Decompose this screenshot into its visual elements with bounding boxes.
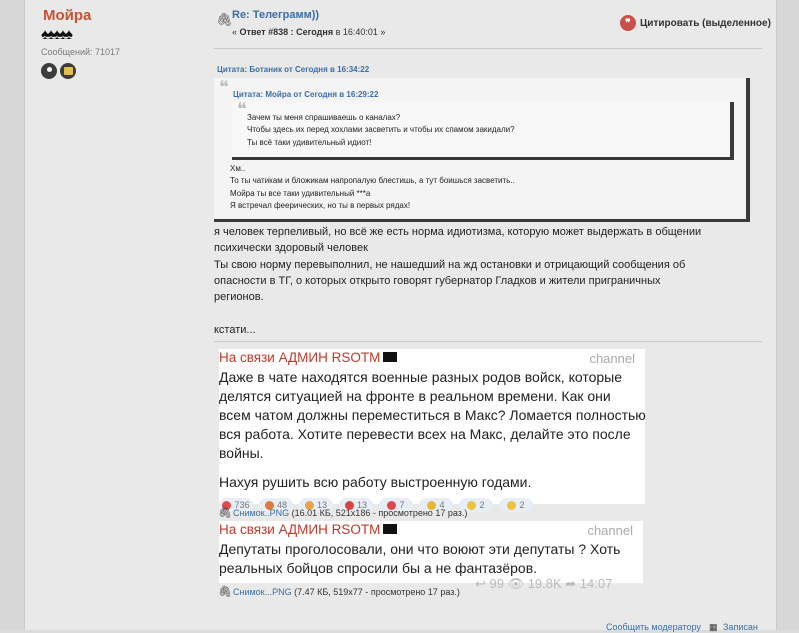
pirate-flag-icon bbox=[383, 352, 397, 362]
post-title[interactable]: Re: Телеграмм)) bbox=[232, 9, 320, 21]
image-sender: На связи АДМИН RSOTM bbox=[219, 522, 397, 537]
post-text-line: я человек терпеливый, но всё же есть норма идиотизма, которую может выдержать в общении bbox=[214, 226, 702, 238]
quote-outer-line: То ты чатикам и бложикам напропалую блестишь, а тут боишься засветить.. bbox=[230, 176, 515, 185]
divider bbox=[214, 48, 762, 49]
attachment-link[interactable]: Снимок..PNG bbox=[232, 508, 290, 518]
reaction-count: 13 bbox=[356, 500, 367, 510]
quote-outer-line: Хм.. bbox=[230, 164, 246, 173]
quote-button-label: Цитировать (выделенное) bbox=[640, 17, 771, 29]
image-line: войны. bbox=[219, 445, 264, 461]
quote-outer-line: Мойра ты все таки удивительный ***а bbox=[230, 189, 371, 198]
reaction-emoji-icon bbox=[467, 501, 476, 510]
image-line: Нахуя рушить всю работу выстроенную годами. bbox=[219, 474, 532, 490]
reaction-count: 2 bbox=[479, 500, 485, 510]
post-text-line: регионов. bbox=[214, 291, 264, 303]
reaction-emoji-icon bbox=[507, 501, 516, 510]
quote-mark-icon: ❝ bbox=[219, 77, 229, 98]
quote-header-outer[interactable]: Цитата: Ботаник от Сегодня в 16:34:22 bbox=[217, 65, 370, 74]
attachment-link[interactable]: Снимок...PNG bbox=[232, 587, 292, 597]
paperclip-icon: 🖇 bbox=[216, 12, 233, 27]
paperclip-icon: 🖇 bbox=[218, 507, 232, 519]
post-count: Сообщений: 71017 bbox=[41, 47, 121, 57]
rank-icons: ♠♠♠♠♠ bbox=[41, 26, 71, 43]
image-line: вся работа. Хотите перевести всех на Макс, делайте это после bbox=[219, 426, 631, 442]
quote-inner-line: Зачем ты меня спрашиваешь о каналах? bbox=[247, 113, 401, 122]
image-channel-label: channel bbox=[589, 351, 635, 366]
post-text-line: психически здоровый человек bbox=[214, 242, 368, 254]
log-icon: ▦ bbox=[709, 622, 718, 632]
image-line: Депутаты проголосовали, они что воюют эти депутаты ? Хоть bbox=[219, 541, 621, 557]
post-meta bbox=[232, 27, 385, 37]
quote-outer-line: Я встречал феерических, но ты в первых рядах! bbox=[230, 201, 411, 210]
post-text-line: Ты свою норму перевыполнил, не нашедший на жд остановки и отрицающий сообщения об bbox=[214, 259, 686, 271]
meta-prefix: « bbox=[232, 27, 238, 37]
image-footer: ↩ 99 👁 19.8K ➦ 14:07 bbox=[475, 576, 613, 591]
reaction-count: 4 bbox=[439, 500, 445, 510]
pirate-flag-icon bbox=[383, 524, 397, 534]
reaction-count: 736 bbox=[234, 500, 250, 510]
image-sender: На связи АДМИН RSOTM bbox=[219, 350, 397, 365]
image-line: всем чатом должны переместиться в Макс? Ломается полностью bbox=[219, 407, 646, 423]
report-link[interactable]: Сообщить модератору bbox=[606, 622, 701, 632]
quote-icon: ❞ bbox=[620, 15, 636, 31]
attached-image-1[interactable] bbox=[219, 349, 646, 510]
image-line: Даже в чате находятся военные разных родов войск, которые bbox=[219, 369, 622, 385]
reaction-pill bbox=[499, 498, 533, 512]
attachment-1 bbox=[218, 506, 467, 519]
reaction-count: 7 bbox=[399, 500, 405, 510]
pm-icon[interactable] bbox=[60, 63, 76, 79]
image-channel-label: channel bbox=[587, 523, 633, 538]
paperclip-icon: 🖇 bbox=[218, 586, 232, 598]
logged-label: Записан bbox=[723, 622, 758, 632]
reaction-count: 2 bbox=[519, 500, 525, 510]
quote-inner-line: Чтобы здесь их перед хохлами засветить и чтобы их спамом закидали? bbox=[247, 125, 515, 134]
meta-reply: Ответ #838 : Сегодня bbox=[239, 27, 334, 37]
image-line: реальных бойцов спросили бы а не фантазёров. bbox=[219, 560, 538, 576]
attachment-2 bbox=[218, 585, 460, 598]
profile-icon[interactable] bbox=[41, 63, 57, 79]
quote-mark-icon: ❝ bbox=[237, 99, 247, 120]
quote-inner-line: Ты всё таки удивительный идиот! bbox=[247, 138, 372, 147]
post-text-line: кстати... bbox=[214, 324, 256, 336]
attached-image-2[interactable] bbox=[219, 521, 643, 591]
attachment-info: (7.47 КБ, 519x77 - просмотрено 17 раз.) bbox=[294, 587, 460, 597]
meta-time: в 16:40:01 » bbox=[335, 27, 386, 37]
reaction-count: 13 bbox=[316, 500, 327, 510]
quote-header-inner[interactable]: Цитата: Мойра от Сегодня в 16:29:22 bbox=[233, 90, 379, 99]
post-text-line: опасности в ТГ, о которых открыто говорят губернатор Гладков и жители приграничных bbox=[214, 275, 661, 287]
user-icons bbox=[41, 63, 76, 79]
poster-name[interactable]: Мойра bbox=[43, 7, 92, 24]
divider bbox=[214, 341, 762, 342]
reaction-count: 48 bbox=[276, 500, 287, 510]
image-line: делятся ситуацией на фронте в реальном времени. Как они bbox=[219, 388, 611, 404]
attachment-info: (16.01 КБ, 521x186 - просмотрено 17 раз.) bbox=[291, 508, 468, 518]
quote-button[interactable] bbox=[620, 15, 771, 31]
